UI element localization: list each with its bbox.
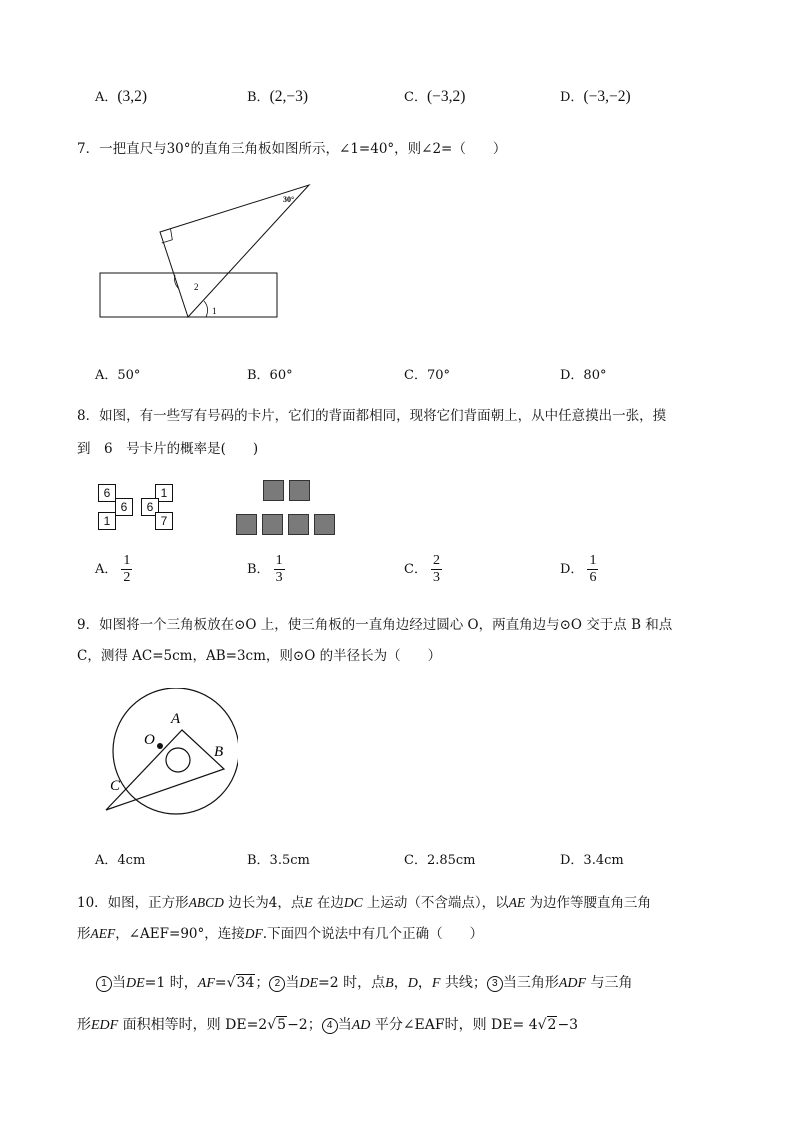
number-card: 7 [155, 512, 173, 530]
card-back [314, 514, 335, 535]
card-back [288, 514, 309, 535]
fraction [121, 553, 132, 586]
math-var: AEF [90, 926, 116, 941]
text-run: 形 [77, 1017, 91, 1033]
circled-number: 4 [322, 1018, 338, 1034]
numerator: 2 [432, 553, 440, 568]
label-a: A [171, 711, 181, 727]
math-var: ADF [558, 976, 587, 991]
circled-number: 1 [96, 976, 112, 992]
text-run: −2 [287, 1017, 308, 1033]
denominator: 6 [589, 570, 597, 585]
q10-question-line1 [77, 891, 651, 911]
text-run: 在边 [312, 895, 344, 911]
math-var: D [407, 976, 418, 991]
q8-option-d [560, 553, 598, 586]
label-30: 30° [283, 195, 295, 204]
text-run: .下面四个说法中有几个正确（ ） [262, 926, 484, 942]
card-back [263, 480, 284, 501]
math-var: AF [197, 976, 215, 991]
option-label: B． [247, 90, 270, 105]
q10-question-line2 [77, 922, 483, 942]
q9-option-b: B．3.5cm [247, 853, 310, 868]
label-o: O [144, 732, 155, 748]
small-circle [166, 748, 190, 772]
q7-option-c: C．70° [404, 368, 450, 383]
text-run: =2 时，点 [318, 975, 386, 991]
card-back [262, 514, 283, 535]
q7-option-b: B．60° [247, 368, 293, 383]
q9-option-a: A．4cm [95, 853, 146, 868]
math-var: EDF [91, 1018, 119, 1033]
math-var: B [385, 976, 394, 991]
text-run: 与三角 [586, 975, 633, 991]
text-run: 当 [112, 975, 126, 991]
label-c: C [110, 778, 121, 794]
text-run: 当三角形 [502, 975, 559, 991]
text-run: −3 [557, 1017, 579, 1033]
q9-option-c: C．2.85cm [404, 853, 476, 868]
text-run: =1 时， [144, 975, 198, 991]
q8-option-a [95, 553, 132, 586]
q6-option-c [404, 86, 465, 106]
radicand: 5 [277, 1017, 287, 1033]
text-run: = [214, 975, 227, 991]
text-run: 上运动（不含端点），以 [362, 895, 509, 911]
q7-option-d: D．80° [560, 368, 607, 383]
q9-option-d: D．3.4cm [560, 853, 624, 868]
text-run: ； [307, 1017, 322, 1033]
math-var: DC [343, 895, 363, 910]
text-run: 为边作等腰直角三角 [525, 895, 651, 911]
text-run: 10．如图，正方形 [77, 895, 189, 911]
fraction [587, 553, 598, 586]
text-run: ，∠AEF=90°，连接 [115, 926, 245, 942]
text-run: 平分∠EAF时，则 DE= [370, 1017, 525, 1033]
center-point [157, 743, 163, 749]
option-label: A． [95, 562, 118, 577]
option-label: B． [247, 562, 270, 577]
numerator: 1 [123, 553, 131, 568]
q8-question-line2: 到 6 号卡片的概率是( ) [77, 441, 259, 457]
card-back [289, 480, 310, 501]
q7-question: 7．一把直尺与30°的直角三角板如图所示，∠1=40°，则∠2=（ ） [77, 141, 507, 157]
text-run: 当 [337, 1017, 352, 1033]
coefficient: 4 [528, 1017, 538, 1033]
option-label: C． [404, 90, 427, 105]
option-value: (−3,2) [426, 88, 466, 105]
q10-statements-line1: 1 当DE=1 时，AF=√34； 2 当DE=2 时，点B，D，F 共线； 3 当三角形ADF 与三角 [96, 972, 633, 992]
label-1: 1 [212, 306, 217, 316]
option-label: A． [95, 90, 118, 105]
label-2: 2 [194, 282, 199, 292]
denominator: 3 [275, 570, 283, 585]
triangle-shape [160, 185, 309, 317]
text-run: 当 [285, 975, 300, 991]
q9-question-line2: C，测得 AC=5cm，AB=3cm，则⊙O 的半径长为（ ） [77, 648, 442, 664]
q9-figure [98, 688, 238, 818]
triangle-ruler [106, 730, 224, 810]
q6-option-d [560, 86, 631, 106]
text-run: 边长为4，点 [223, 895, 305, 911]
number-card: 1 [155, 484, 173, 502]
option-value: (−3,−2) [583, 88, 631, 105]
label-b: B [214, 744, 224, 760]
q7-figure [96, 180, 316, 325]
denominator: 3 [432, 570, 440, 585]
q8-option-c [404, 553, 442, 586]
coefficient: 2 [258, 1017, 268, 1033]
text-run: ， [393, 975, 408, 991]
radicand: 34 [236, 975, 255, 991]
denominator: 2 [123, 570, 131, 585]
math-var: DF [244, 926, 263, 941]
card-back [236, 514, 257, 535]
q7-option-a: A．50° [95, 368, 141, 383]
option-value: (3,2) [117, 88, 148, 105]
number-card: 6 [98, 484, 116, 502]
circled-number: 3 [487, 976, 503, 992]
math-var: DE [299, 976, 319, 991]
number-card: 6 [141, 498, 159, 516]
radicand: 2 [547, 1017, 557, 1033]
number-card: 6 [115, 498, 133, 516]
math-var: DE [126, 976, 145, 991]
math-var: E [304, 895, 313, 910]
q9-question-line1: 9．如图将一个三角板放在⊙O 上，使三角板的一直角边经过圆心 O，两直角边与⊙O 交于点 B 和点 [77, 617, 673, 633]
ruler-shape [100, 273, 277, 317]
text-run: ， [417, 975, 432, 991]
option-label: C． [404, 562, 427, 577]
math-var: AD [351, 1018, 371, 1033]
q8-question-line1: 8．如图，有一些写有号码的卡片，它们的背面都相同，现将它们背面朝上，从中任意摸出一张，摸 [77, 408, 667, 424]
option-label: D． [560, 90, 584, 105]
math-var: F [431, 976, 441, 991]
math-var: AE [508, 895, 526, 910]
fraction [274, 553, 285, 586]
angle-1-arc [204, 301, 208, 317]
circled-number: 2 [269, 976, 285, 992]
numerator: 1 [589, 553, 597, 568]
option-label: D． [560, 562, 584, 577]
math-var: ABCD [188, 895, 224, 910]
q6-option-a [95, 86, 147, 106]
q6-option-b [247, 86, 308, 106]
q8-option-b [247, 553, 285, 586]
numerator: 1 [275, 553, 283, 568]
text-run: ； [255, 975, 270, 991]
number-card: 1 [98, 512, 116, 530]
fraction [431, 553, 442, 586]
text-run: 共线； [440, 975, 487, 991]
option-value: (2,−3) [269, 88, 309, 105]
text-run: 面积相等时，则 DE= [118, 1017, 259, 1033]
text-run: 形 [77, 926, 91, 942]
q10-statements-line2: 形EDF 面积相等时，则 DE=2√5−2； 4 当AD 平分∠EAF时，则 DE= 4√2−3 [77, 1017, 579, 1033]
